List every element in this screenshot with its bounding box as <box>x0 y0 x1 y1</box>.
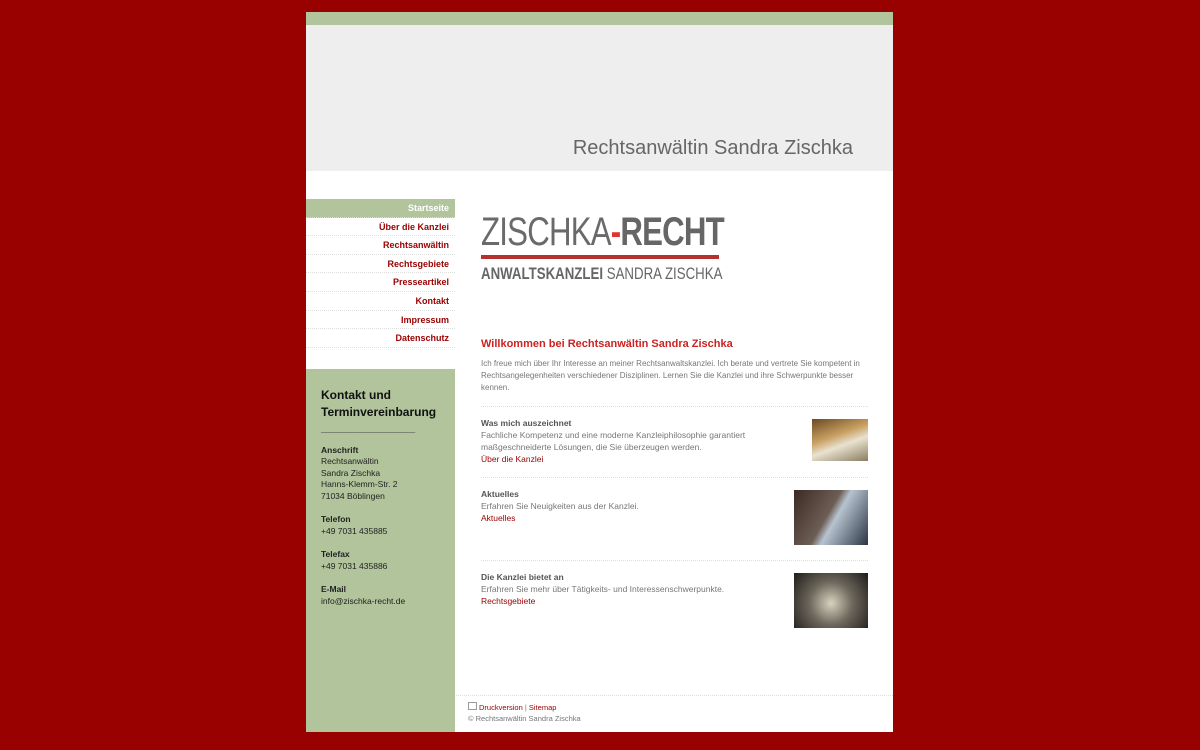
main-content <box>481 199 868 644</box>
link-rechtsgebiete[interactable]: Rechtsgebiete <box>481 596 536 606</box>
main-nav <box>306 199 455 348</box>
nav-impressum[interactable]: Impressum <box>306 311 455 330</box>
top-bar <box>306 12 893 25</box>
header <box>306 25 893 171</box>
email-group <box>321 584 440 607</box>
section-aktuelles <box>481 478 868 561</box>
sitemap-link[interactable]: Sitemap <box>528 703 557 712</box>
footer-separator: | <box>524 703 527 712</box>
contact-box <box>306 369 455 732</box>
handshake-image <box>794 490 868 545</box>
logo-part1: ZISCHKA <box>481 210 611 254</box>
address-line: Rechtsanwältin <box>321 456 379 466</box>
logo-dash: - <box>610 210 621 254</box>
phone-value: +49 7031 435885 <box>321 525 388 536</box>
nav-ueber-die-kanzlei[interactable]: Über die Kanzlei <box>306 218 455 237</box>
nav-rechtsanwaeltin[interactable]: Rechtsanwältin <box>306 236 455 255</box>
fax-value: +49 7031 435886 <box>321 560 388 571</box>
fax-group <box>321 549 440 572</box>
nav-datenschutz[interactable]: Datenschutz <box>306 329 455 348</box>
footer <box>456 695 893 730</box>
scales-image <box>794 573 868 628</box>
section-auszeichnung <box>481 407 868 478</box>
section-title: Was mich auszeichnet <box>481 418 572 428</box>
contact-title: Kontakt und Terminvereinbarung <box>321 388 437 419</box>
contact-separator: _________________________ <box>321 423 415 433</box>
address-line: Sandra Zischka <box>321 467 381 478</box>
nav-rechtsgebiete[interactable]: Rechtsgebiete <box>306 255 455 274</box>
logo <box>481 212 868 292</box>
email-value: info@zischka-recht.de <box>321 595 406 606</box>
page-container <box>306 12 893 732</box>
print-version-link[interactable]: Druckversion <box>479 703 523 712</box>
phone-group <box>321 514 440 537</box>
nav-presseartikel[interactable]: Presseartikel <box>306 273 455 292</box>
copyright: © Rechtsanwältin Sandra Zischka <box>468 714 581 723</box>
link-aktuelles[interactable]: Aktuelles <box>481 513 516 523</box>
email-label: E-Mail <box>321 584 347 594</box>
section-title: Aktuelles <box>481 489 519 499</box>
site-title: Rechtsanwältin Sandra Zischka <box>572 137 853 159</box>
fax-label: Telefax <box>321 549 350 559</box>
printer-icon <box>468 702 477 710</box>
link-ueber-die-kanzlei[interactable]: Über die Kanzlei <box>481 454 544 464</box>
welcome-heading: Willkommen bei Rechtsanwältin Sandra Zischka <box>481 338 733 350</box>
address-line: 71034 Böblingen <box>321 490 385 501</box>
section-text: Erfahren Sie mehr über Tätigkeits- und Interessenschwerpunkte. <box>481 584 725 594</box>
logo-sub2: SANDRA ZISCHKA <box>606 264 723 283</box>
nav-startseite[interactable]: Startseite <box>306 199 455 218</box>
intro-text: Ich freue mich über Ihr Interesse an meiner Rechtsanwaltskanzlei. Ich berate und vertrete Sie kompetent in Rechtsangelegenheiten verschiedener Disziplinen. Lernen Sie die Kanzlei und ihre Schwerpunkte besser kennen. <box>481 358 868 407</box>
logo-part2: RECHT <box>620 210 724 254</box>
phone-label: Telefon <box>321 514 351 524</box>
address-line: Hanns-Klemm-Str. 2 <box>321 479 398 489</box>
address-group <box>321 445 440 503</box>
nav-kontakt[interactable]: Kontakt <box>306 292 455 311</box>
book-image <box>812 419 868 461</box>
address-label: Anschrift <box>321 444 359 455</box>
logo-bar <box>481 255 719 259</box>
logo-sub1: ANWALTSKANZLEI <box>481 264 604 283</box>
section-kanzlei-bietet <box>481 561 868 644</box>
sidebar <box>306 199 455 732</box>
section-text: Fachliche Kompetenz und eine moderne Kanzleiphilosophie garantiert maßgeschneiderte Lösungen, die Sie überzeugen werden. <box>481 430 746 452</box>
section-title: Die Kanzlei bietet an <box>481 572 564 582</box>
section-text: Erfahren Sie Neuigkeiten aus der Kanzlei. <box>481 501 639 511</box>
